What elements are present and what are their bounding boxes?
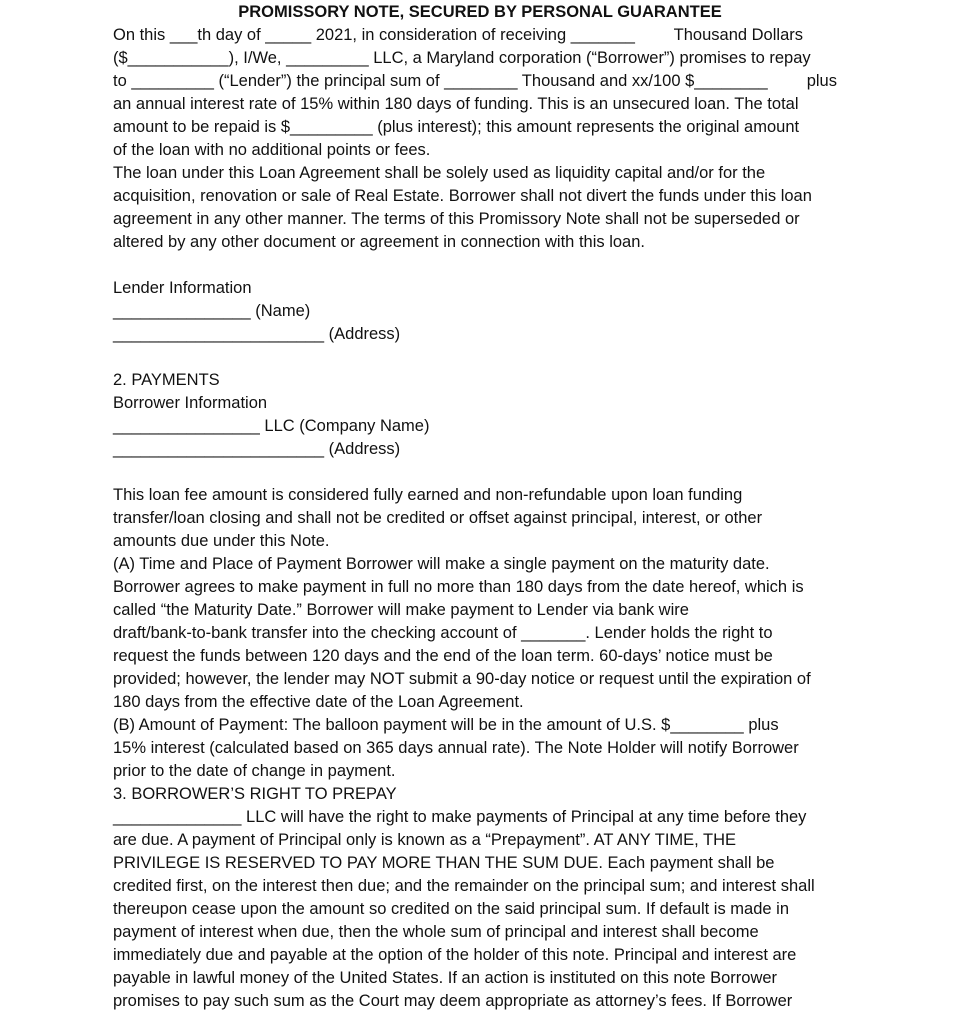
- text-line: request the funds between 120 days and the end of the loan term. 60-days’ notice must be: [113, 647, 773, 665]
- text-line: (A) Time and Place of Payment Borrower will make a single payment on the maturity date.: [113, 555, 770, 573]
- text-line: PRIVILEGE IS RESERVED TO PAY MORE THAN THE SUM DUE. Each payment shall be: [113, 854, 775, 872]
- borrower-address-field: _______________________ (Address): [113, 440, 401, 458]
- text-line: 180 days from the effective date of the Loan Agreement.: [113, 693, 524, 711]
- text-line: Borrower agrees to make payment in full no more than 180 days from the date hereof, which is: [113, 578, 804, 596]
- text-line: provided; however, the lender may NOT submit a 90-day notice or request until the expiration of: [113, 670, 811, 688]
- text-line: ($___________), I/We, _________ LLC, a Maryland corporation (“Borrower”) promises to repay: [113, 49, 811, 67]
- text-line: acquisition, renovation or sale of Real Estate. Borrower shall not divert the funds under this loan: [113, 187, 812, 205]
- lender-info-heading: Lender Information: [113, 279, 252, 297]
- text-line: amounts due under this Note.: [113, 532, 330, 550]
- text-line: credited first, on the interest then due; and the remainder on the principal sum; and interest shall: [113, 877, 815, 895]
- text-line: to _________ (“Lender”) the principal sum of ________ Thousand and xx/100 $________ plus: [113, 72, 837, 90]
- section-heading-payments: 2. PAYMENTS: [113, 371, 220, 389]
- text-line: promises to pay such sum as the Court may deem appropriate as attorney’s fees. If Borrower: [113, 992, 793, 1010]
- text-line: ______________ LLC will have the right to make payments of Principal at any time before they: [113, 808, 807, 826]
- text-line: On this ___th day of _____ 2021, in consideration of receiving _______ Thousand Dollars: [113, 26, 803, 44]
- text-line: transfer/loan closing and shall not be credited or offset against principal, interest, or other: [113, 509, 763, 527]
- text-line: of the loan with no additional points or fees.: [113, 141, 431, 159]
- text-line: (B) Amount of Payment: The balloon payment will be in the amount of U.S. $________ plus: [113, 716, 779, 734]
- document-title: PROMISSORY NOTE, SECURED BY PERSONAL GUARANTEE: [238, 3, 722, 21]
- text-line: payment of interest when due, then the whole sum of principal and interest shall become: [113, 923, 759, 941]
- section-heading-prepay: 3. BORROWER’S RIGHT TO PREPAY: [113, 785, 397, 803]
- text-line: 15% interest (calculated based on 365 days annual rate). The Note Holder will notify Borrower: [113, 739, 799, 757]
- text-line: This loan fee amount is considered fully earned and non-refundable upon loan funding: [113, 486, 743, 504]
- text-line: thereupon cease upon the amount so credited on the said principal sum. If default is made in: [113, 900, 790, 918]
- text-line: altered by any other document or agreement in connection with this loan.: [113, 233, 645, 251]
- lender-address-field: _______________________ (Address): [113, 325, 401, 343]
- borrower-company-field: ________________ LLC (Company Name): [113, 417, 430, 435]
- text-line: draft/bank-to-bank transfer into the checking account of _______. Lender holds the right to: [113, 624, 773, 642]
- text-line: The loan under this Loan Agreement shall be solely used as liquidity capital and/or for the: [113, 164, 766, 182]
- text-line: immediately due and payable at the option of the holder of this note. Principal and interest are: [113, 946, 797, 964]
- text-line: amount to be repaid is $_________ (plus interest); this amount represents the original amount: [113, 118, 800, 136]
- borrower-info-heading: Borrower Information: [113, 394, 268, 412]
- text-line: are due. A payment of Principal only is known as a “Prepayment”. AT ANY TIME, THE: [113, 831, 737, 849]
- text-line: payable in lawful money of the United States. If an action is instituted on this note Borrower: [113, 969, 778, 987]
- text-line: agreement in any other manner. The terms of this Promissory Note shall not be superseded or: [113, 210, 800, 228]
- text-line: an annual interest rate of 15% within 180 days of funding. This is an unsecured loan. The total: [113, 95, 799, 113]
- text-line: called “the Maturity Date.” Borrower will make payment to Lender via bank wire: [113, 601, 689, 619]
- lender-name-field: _______________ (Name): [113, 302, 311, 320]
- text-line: prior to the date of change in payment.: [113, 762, 396, 780]
